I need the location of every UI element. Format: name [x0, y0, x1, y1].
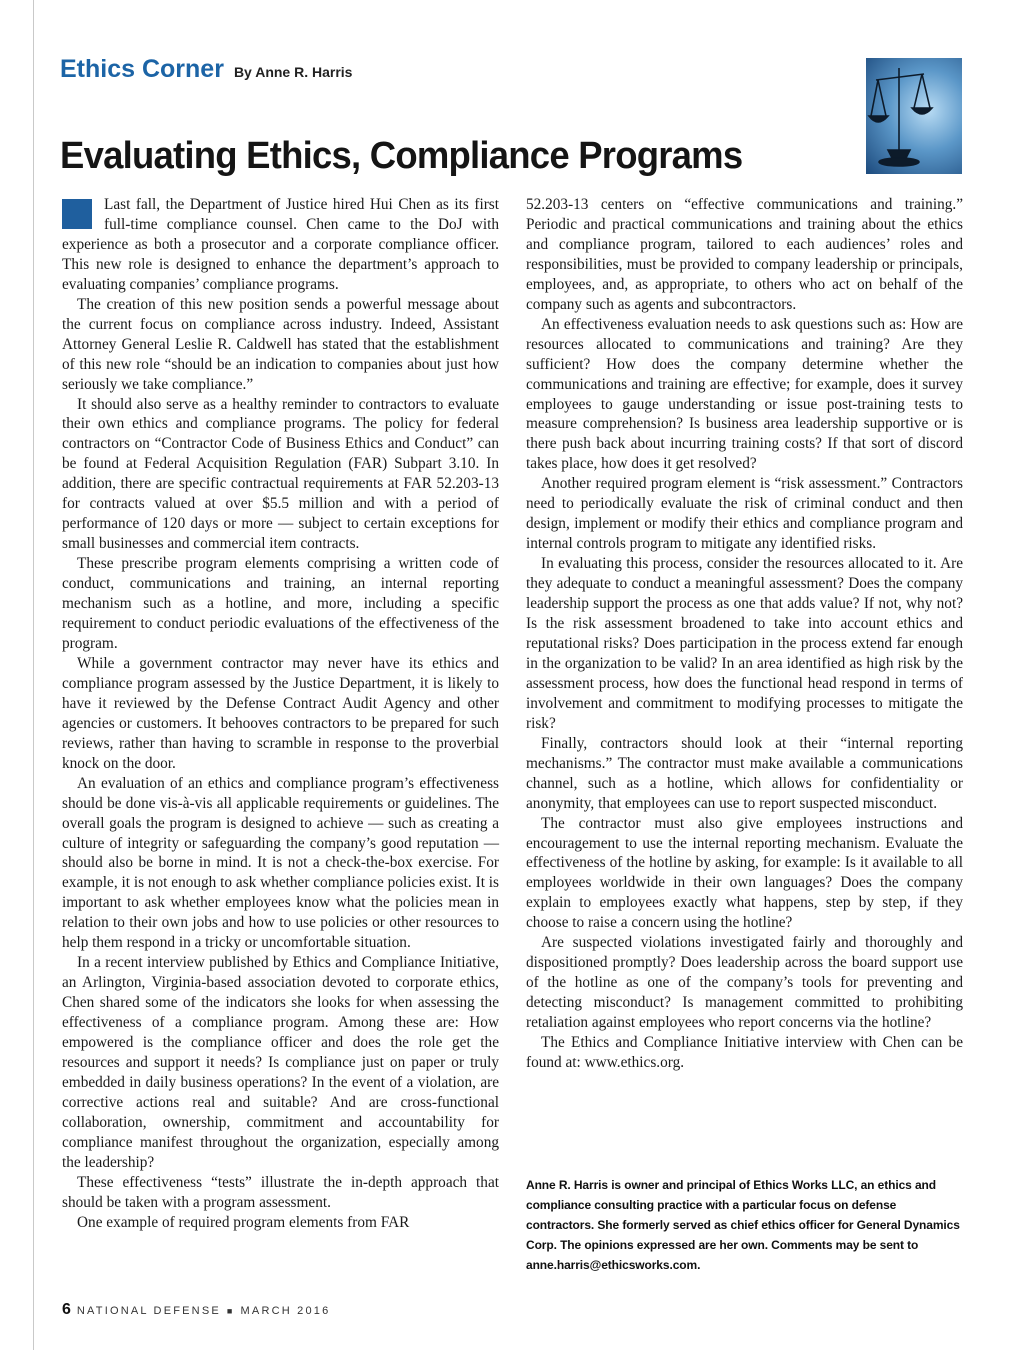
paragraph: In a recent interview published by Ethics and Compliance Initiative, an Arlington, Virginia-based association devoted to corporate ethics, Chen shared some of the indicators she looks for when assessing the effectiveness of a compliance program. Among these are: How empowered is the compliance officer and does the role get the resources and support it needs? Is compliance just on paper or truly embedded in daily business operations? In the event of a violation, are corrective actions real and suitable? And are cross-functional collaboration, ownership, commitment and accountability for compliance manifest throughout the organization, especially among the leadership?	[62, 954, 499, 1171]
scales-of-justice-photo	[866, 58, 962, 174]
paragraph: The Ethics and Compliance Initiative interview with Chen can be found at: www.ethics.org.	[526, 1034, 963, 1071]
scales-of-justice-icon	[866, 58, 962, 174]
page-edge-rule	[33, 0, 34, 1350]
page-footer	[62, 1301, 330, 1319]
paragraph: The creation of this new position sends a powerful message about the current focus on compliance across industry. Indeed, Assistant Attorney General Leslie R. Caldwell has stated that the establishment of this new role “should be an indication to companies about just how seriously we take compliance.”	[62, 295, 499, 393]
headline: Evaluating Ethics, Compliance Programs	[60, 135, 743, 177]
paragraph: Are suspected violations investigated fairly and thoroughly and dispositioned promptly? Does leadership across the board support use of the hotline as one of the company’s tools for preventing and detecting misconduct? Is management committed to prohibiting retaliation against employees who report concerns via the hotline?	[526, 934, 963, 1032]
paragraph: One example of required program elements from FAR	[77, 1213, 410, 1231]
paragraph: Finally, contractors should look at their “internal reporting mechanisms.” The contractor must make available a communications channel, such as a hotline, which allows for confidentiality or anonymity, that employees can use to report suspected misconduct.	[526, 734, 963, 812]
paragraph: These effectiveness “tests” illustrate the in-depth approach that should be taken with a program assessment.	[62, 1173, 499, 1211]
article-column-left	[62, 195, 499, 1233]
author-bio: Anne R. Harris is owner and principal of Ethics Works LLC, an ethics and compliance consulting practice with a particular focus on defense contractors. She formerly served as chief ethics officer for General Dynamics Corp. The opinions expressed are her own. Comments may be sent to anne.harris@ethicsworks.com.	[526, 1178, 960, 1272]
article-column-right	[526, 195, 963, 1073]
page-number: 6	[62, 1301, 71, 1318]
publication-name: NATIONAL DEFENSE	[76, 1305, 221, 1317]
paragraph: An evaluation of an ethics and compliance program’s effectiveness should be done vis-à-vis all applicable requirements or guidelines. The overall goals the program is designed to achieve — such as creating a culture of integrity or safeguarding the company’s good reputation — should also be borne in mind. It is not a check-the-box exercise. For example, it is not enough to ask whether compliance policies exist. It is important to ask whether employees know what the policies mean in relation to their own jobs and how to use policies or other resources to help them respond in a tricky or uncomfortable situation.	[62, 774, 499, 952]
byline: By Anne R. Harris	[233, 64, 353, 80]
paragraph: An effectiveness evaluation needs to ask questions such as: How are resources allocated to communications and training? Are they sufficient? How does the company determine whether the communications and training are effective; for example, does it survey employees to gauge understanding or issue post-training tests to measure comprehension? Is business area leadership supportive or is there push back about incurring training costs? If that sort of discord takes place, how does it get resolved?	[526, 315, 963, 473]
paragraph: In evaluating this process, consider the resources allocated to it. Are they adequate to conduct a meaningful assessment? Does the company leadership support the process as one that adds value? If not, why not? Is the risk assessment broadened to take into account ethics and reputational risks? Does participation in the process extend far enough in the organization to be valid? In an area identified as high risk by the assessment process, how does the functional head respond in terms of involvement and commitment to modifying processes to mitigate the risk?	[526, 555, 963, 732]
footer-separator: ■	[226, 1306, 235, 1316]
paragraph: These prescribe program elements comprising a written code of conduct, communications and training, an internal reporting mechanism such as a hotline, and more, including a specific requirement to conduct periodic evaluations of the effectiveness of the program.	[62, 555, 499, 652]
drop-cap-square	[62, 199, 92, 229]
column-name: Ethics Corner	[60, 55, 224, 83]
column-header	[60, 55, 352, 84]
paragraph-text: Last fall, the Department of Justice hired Hui Chen as its first full-time compliance counsel. Chen came to the DoJ with experience as both a prosecutor and a corporate compliance officer. This new role is designed to enhance the department’s approach to evaluating companies’ compliance programs.	[62, 196, 499, 293]
paragraph: The contractor must also give employees instructions and encouragement to use the internal reporting mechanism. Evaluate the effectiveness of the hotline by asking, for example: Is it available to all employees worldwide in their own languages? Does the company explain to employees exactly what happens, step by step, if they choose to raise a concern using the hotline?	[526, 814, 963, 932]
paragraph	[62, 195, 499, 295]
paragraph: Another required program element is “risk assessment.” Contractors need to periodically evaluate the risk of criminal conduct and then design, implement or modify their ethics and compliance program and internal controls program to mitigate any identified risks.	[526, 475, 963, 553]
issue-date: MARCH 2016	[240, 1305, 331, 1317]
paragraph: It should also serve as a healthy reminder to contractors to evaluate their own ethics and compliance programs. The policy for federal contractors on “Contractor Code of Business Ethics and Conduct” can be found at Federal Acquisition Regulation (FAR) Subpart 3.10. In addition, there are specific contractual requirements at FAR 52.203-13 for contracts valued at over $5.5 million and with a period of performance of 120 days or more — subject to certain exceptions for small businesses and commercial item contracts.	[62, 395, 499, 553]
paragraph: While a government contractor may never have its ethics and compliance program assessed by the Justice Department, it is likely to have it reviewed by the Defense Contract Audit Agency and other agencies or customers. It behooves contractors to be prepared for such reviews, rather than having to scramble in response to the proverbial knock on the door.	[62, 654, 499, 772]
paragraph: 52.203-13 centers on “effective communications and training.” Periodic and practical communications and training about the ethics and compliance program, tailored to each audiences’ roles and responsibilities, must be provided to company leadership or principals, employees, and, as appropriate, to others who act on behalf of the company such as agents and subcontractors.	[526, 196, 963, 313]
